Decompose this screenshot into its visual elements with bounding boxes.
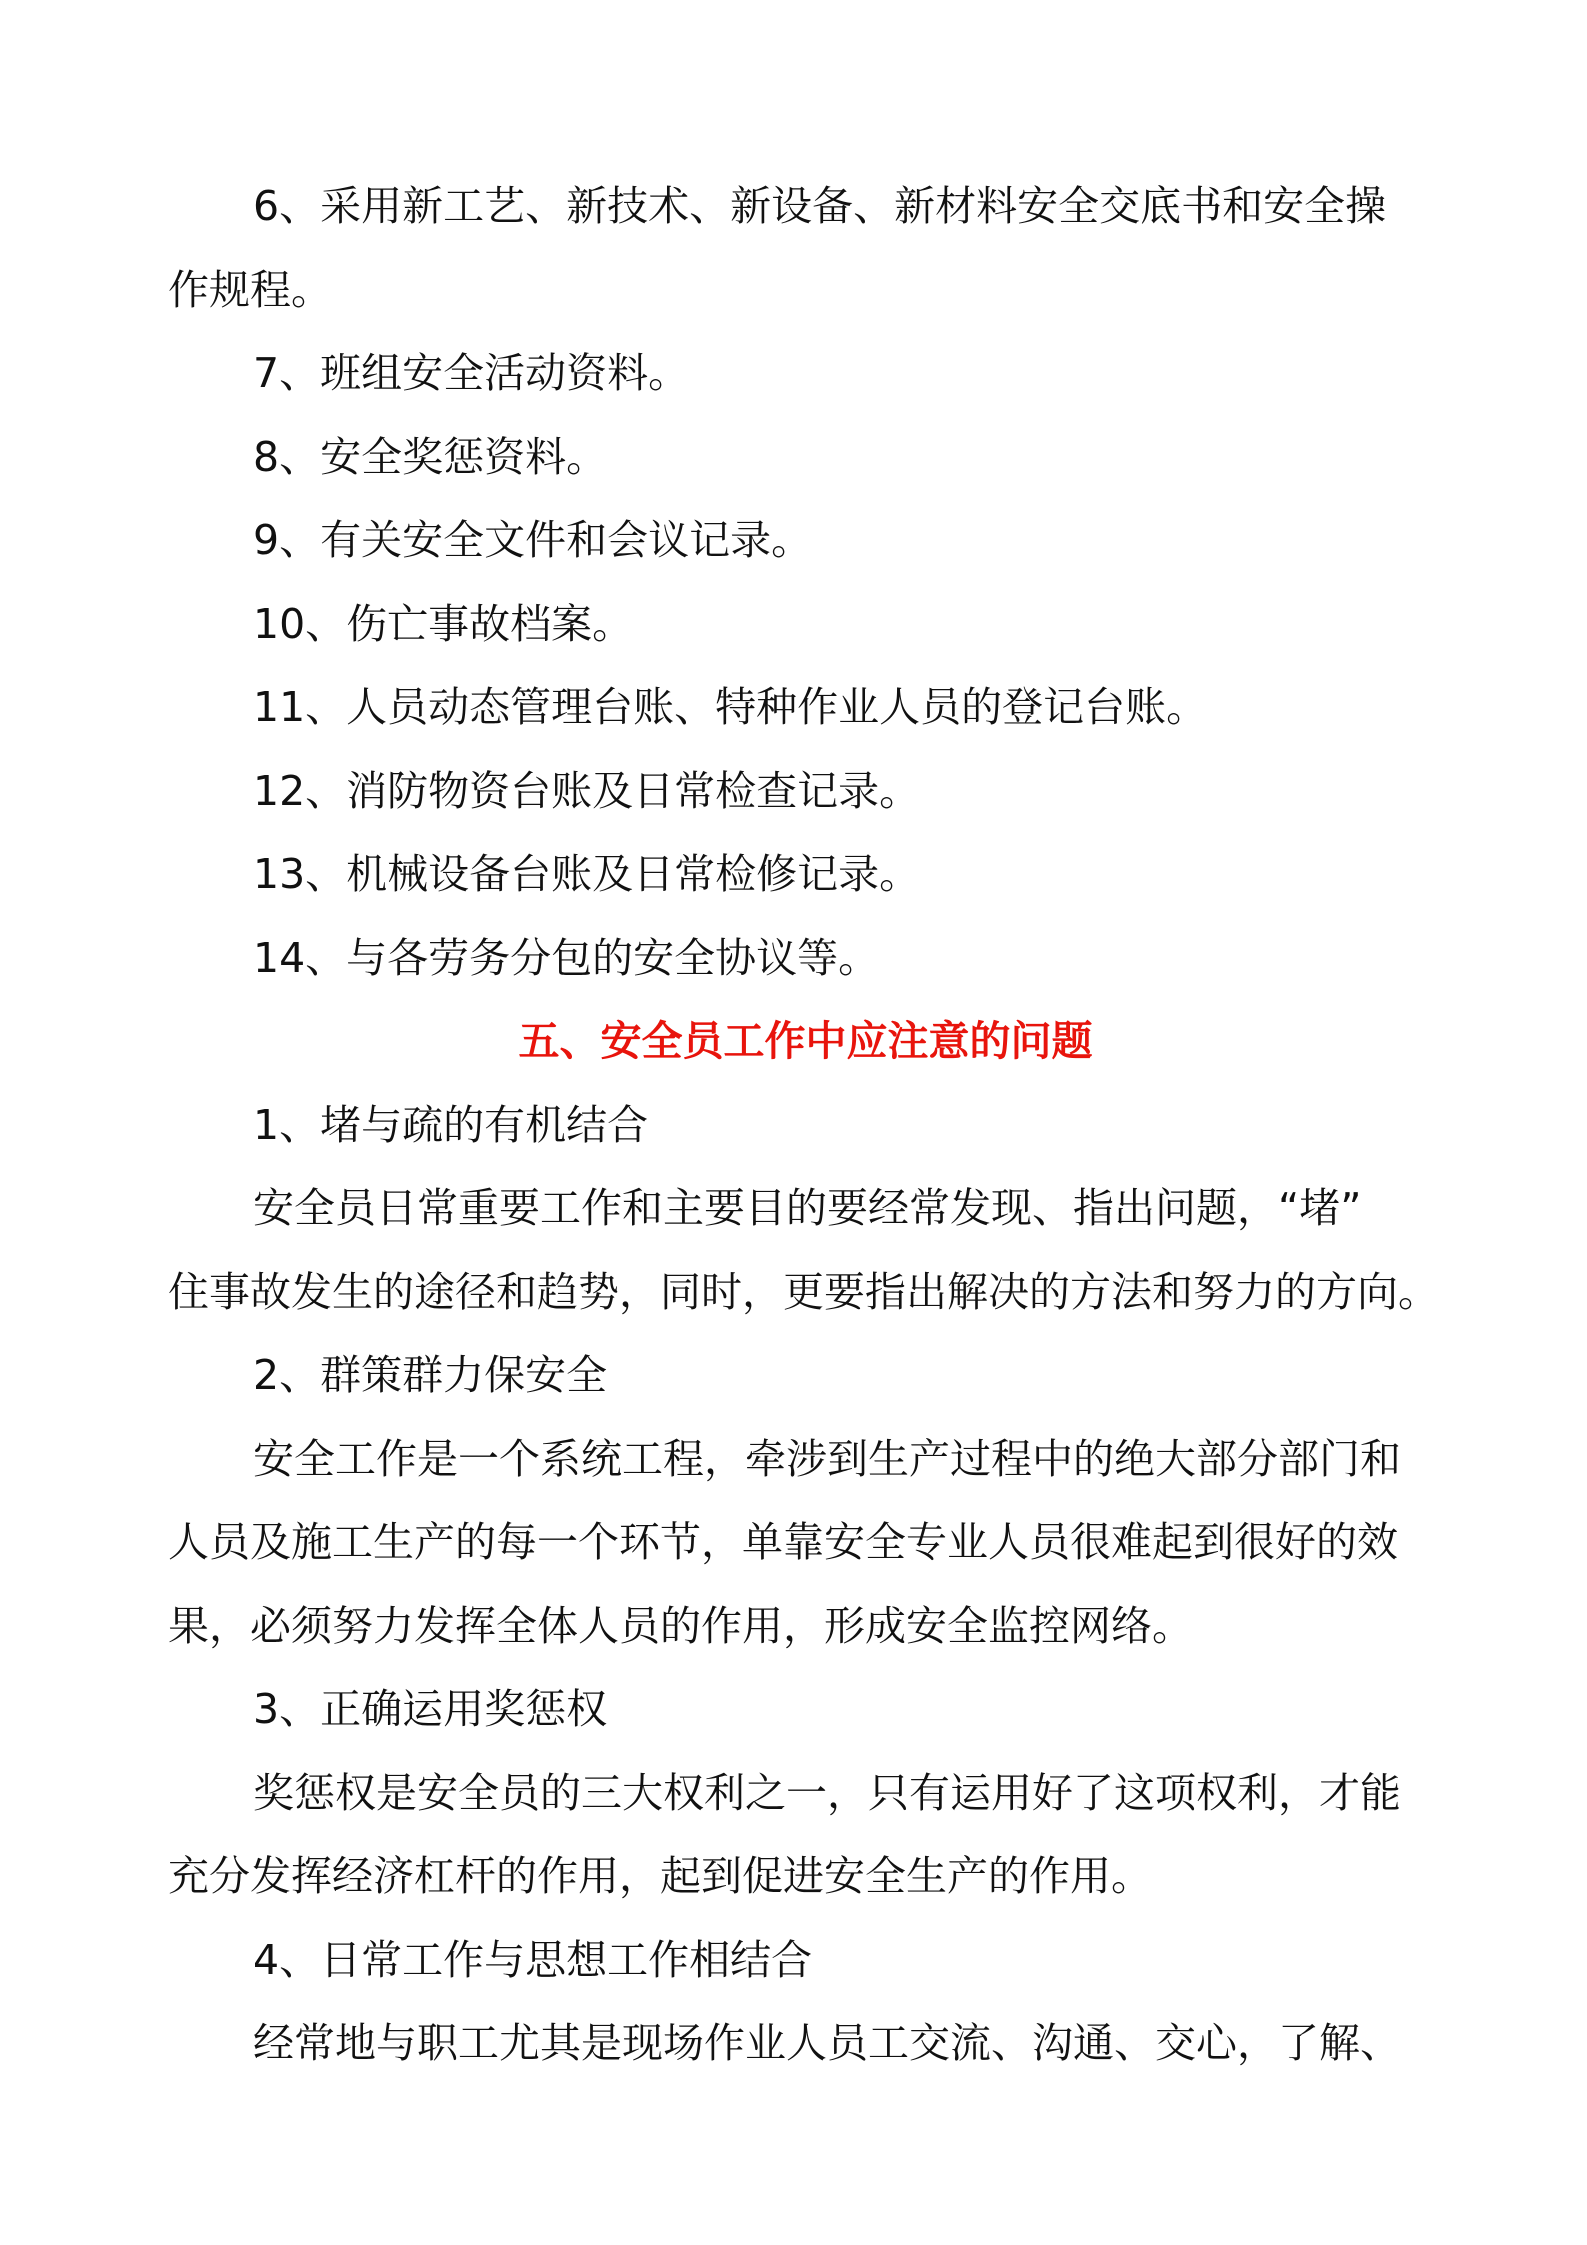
list-item-6-continued: 作规程。 [168, 265, 332, 314]
list-item-10: 10、伤亡事故档案。 [253, 599, 634, 648]
paragraph-2-line-3: 果，必须努力发挥全体人员的作用，形成安全监控网络。 [168, 1601, 1193, 1650]
subheading-3: 3、正确运用奖惩权 [253, 1685, 608, 1733]
section-heading-5: 五、安全员工作中应注意的问题 [518, 1017, 1093, 1065]
list-item-12: 12、消防物资台账及日常检查记录。 [253, 766, 921, 815]
list-item-6: 6、采用新工艺、新技术、新设备、新材料安全交底书和安全操 [253, 182, 1387, 230]
subheading-4: 4、日常工作与思想工作相结合 [253, 1935, 813, 1984]
paragraph-2-line-1: 安全工作是一个系统工程，牵涉到生产过程中的绝大部分部门和 [253, 1434, 1401, 1483]
paragraph-2-line-2: 人员及施工生产的每一个环节，单靠安全专业人员很难起到很好的效 [168, 1518, 1398, 1566]
list-item-8: 8、安全奖惩资料。 [253, 432, 608, 481]
paragraph-1-line-2: 住事故发生的途径和趋势，同时，更要指出解决的方法和努力的方向。 [168, 1267, 1439, 1316]
list-item-7: 7、班组安全活动资料。 [253, 349, 690, 397]
list-item-9: 9、有关安全文件和会议记录。 [253, 516, 813, 564]
subheading-2: 2、群策群力保安全 [253, 1351, 608, 1399]
list-item-11: 11、人员动态管理台账、特种作业人员的登记台账。 [253, 683, 1208, 731]
paragraph-1-line-1: 安全员日常重要工作和主要目的要经常发现、指出问题，“堵” [253, 1184, 1362, 1232]
paragraph-3-line-2: 充分发挥经济杠杆的作用，起到促进安全生产的作用。 [168, 1852, 1152, 1900]
list-item-14: 14、与各劳务分包的安全协议等。 [253, 933, 880, 982]
subheading-1: 1、堵与疏的有机结合 [253, 1100, 649, 1149]
paragraph-3-line-1: 奖惩权是安全员的三大权利之一，只有运用好了这项权利，才能 [253, 1768, 1401, 1817]
document-body [168, 165, 1443, 2086]
paragraph-4-line-1: 经常地与职工尤其是现场作业人员工交流、沟通、交心，了解、 [253, 2019, 1401, 2067]
list-item-13: 13、机械设备台账及日常检修记录。 [253, 850, 921, 898]
